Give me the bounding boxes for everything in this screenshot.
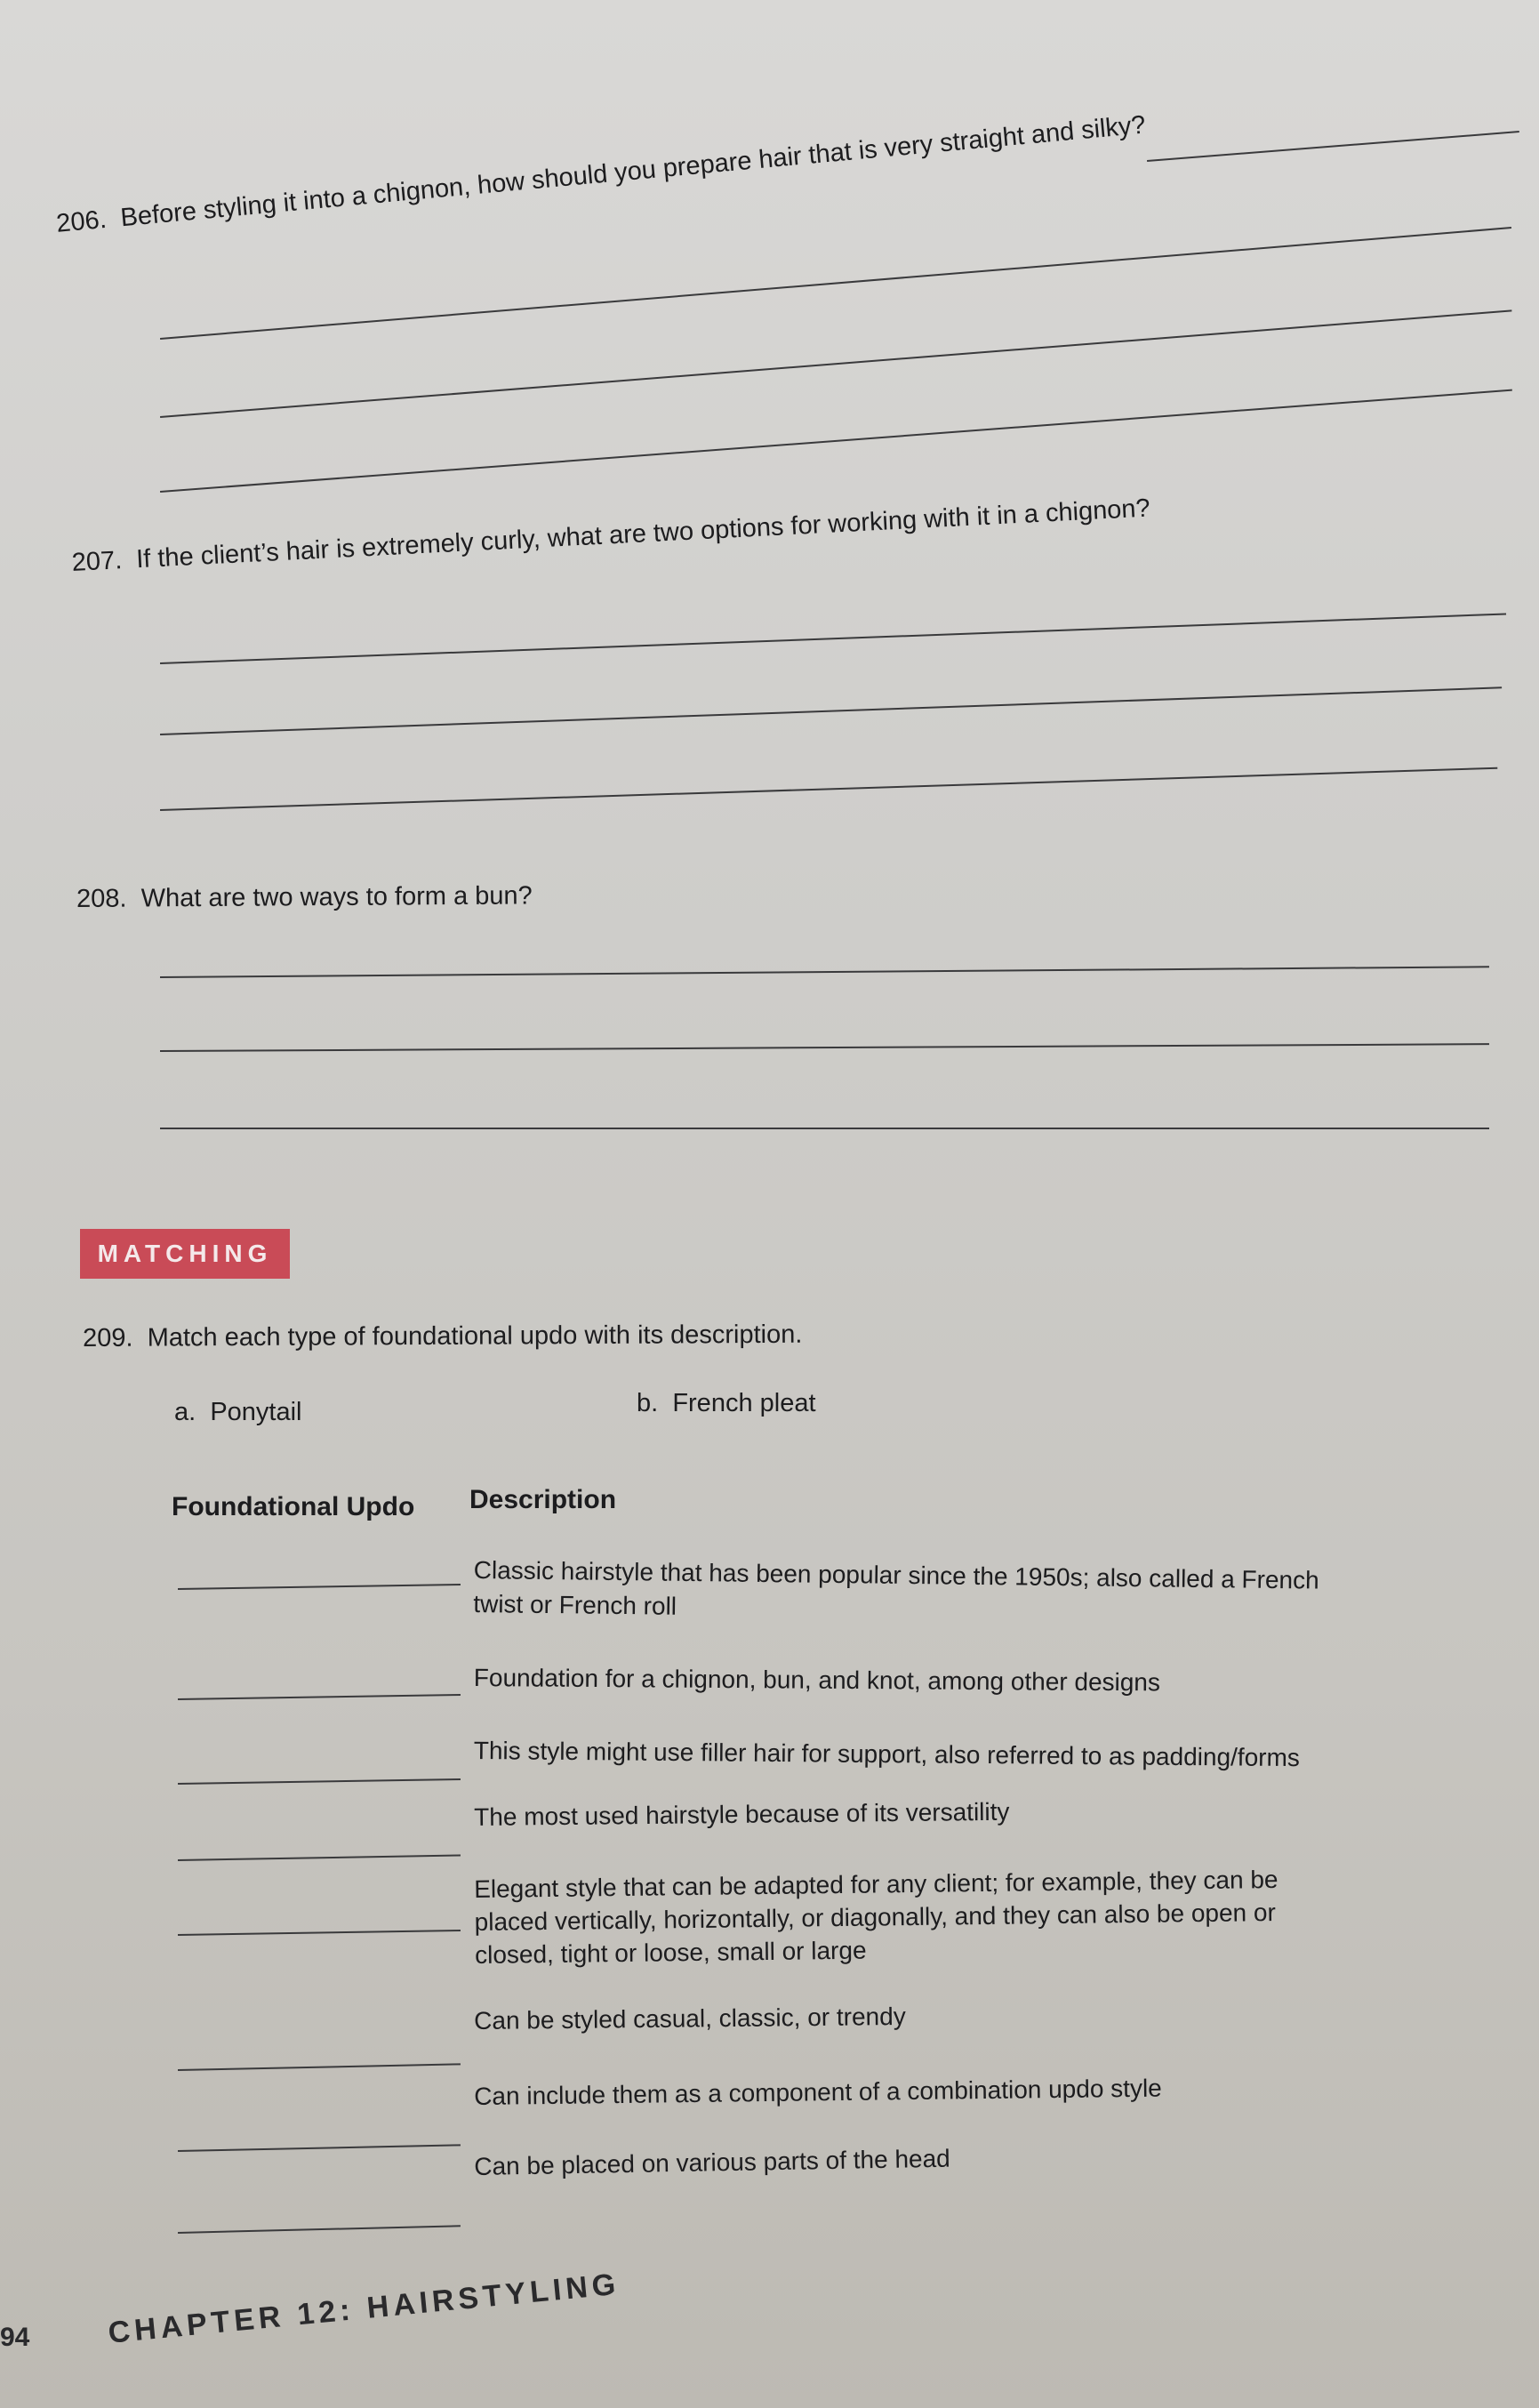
- option-letter: b.: [637, 1389, 659, 1417]
- question-number: 208.: [76, 884, 127, 913]
- match-description: The most used hairstyle because of its versatility: [474, 1797, 1010, 1831]
- option-label: Ponytail: [210, 1398, 302, 1426]
- question-number: 209.: [83, 1323, 133, 1352]
- question-206: [55, 111, 1147, 239]
- option-label: French pleat: [672, 1389, 816, 1417]
- answer-line[interactable]: [1147, 131, 1519, 162]
- match-blank[interactable]: [178, 1584, 461, 1590]
- question-number: 206.: [55, 205, 108, 238]
- answer-line[interactable]: [160, 767, 1497, 811]
- match-description: Can be styled casual, classic, or trendy: [474, 2002, 906, 2035]
- answer-line[interactable]: [160, 1043, 1489, 1052]
- match-description: Classic hairstyle that has been popular since the 1950s; also called a French twist or French roll: [473, 1555, 1319, 1620]
- answer-line[interactable]: [160, 389, 1512, 493]
- question-number: 207.: [71, 546, 123, 577]
- question-208: [76, 881, 533, 914]
- question-text: Match each type of foundational updo with its description.: [147, 1320, 803, 1352]
- question-207: [71, 494, 1150, 578]
- match-blank[interactable]: [178, 1854, 461, 1861]
- match-blank[interactable]: [178, 2063, 461, 2071]
- column-header-updo: Foundational Updo: [172, 1492, 415, 1521]
- answer-line[interactable]: [160, 613, 1506, 664]
- option-letter: a.: [174, 1398, 196, 1426]
- question-text: What are two ways to form a bun?: [140, 881, 533, 913]
- answer-line[interactable]: [160, 686, 1502, 735]
- matching-badge: MATCHING: [80, 1229, 290, 1279]
- question-text: If the client’s hair is extremely curly, what are two options for working with it in a chignon?: [135, 494, 1151, 574]
- column-header-description: Description: [469, 1485, 617, 1514]
- match-description: Can include them as a component of a combination updo style: [474, 2074, 1162, 2110]
- match-description: This style might use filler hair for support, also referred to as padding/forms: [473, 1736, 1301, 1772]
- match-description: Can be placed on various parts of the head: [474, 2144, 950, 2180]
- option-b: [637, 1389, 816, 1418]
- match-blank[interactable]: [178, 1930, 461, 1936]
- answer-line[interactable]: [160, 1128, 1489, 1129]
- question-text: Before styling it into a chignon, how should you prepare hair that is very straight and silky?: [119, 110, 1147, 233]
- chapter-title: CHAPTER 12: HAIRSTYLING: [107, 2267, 621, 2350]
- match-blank[interactable]: [178, 2225, 461, 2234]
- match-description: Elegant style that can be adapted for any client; for example, they can be placed vertically, horizontally, or diagonally, and they can also be open or closed, tight or loose, small or large: [474, 1865, 1278, 1969]
- option-a: [174, 1398, 301, 1427]
- match-description: Foundation for a chignon, bun, and knot, among other designs: [473, 1663, 1161, 1697]
- answer-line[interactable]: [160, 309, 1511, 418]
- page-number: 94: [0, 2323, 30, 2352]
- match-blank[interactable]: [178, 1694, 461, 1700]
- answer-line[interactable]: [160, 227, 1511, 340]
- answer-line[interactable]: [160, 966, 1489, 978]
- question-209: [83, 1320, 802, 1353]
- match-blank[interactable]: [178, 1778, 461, 1785]
- match-blank[interactable]: [178, 2144, 461, 2152]
